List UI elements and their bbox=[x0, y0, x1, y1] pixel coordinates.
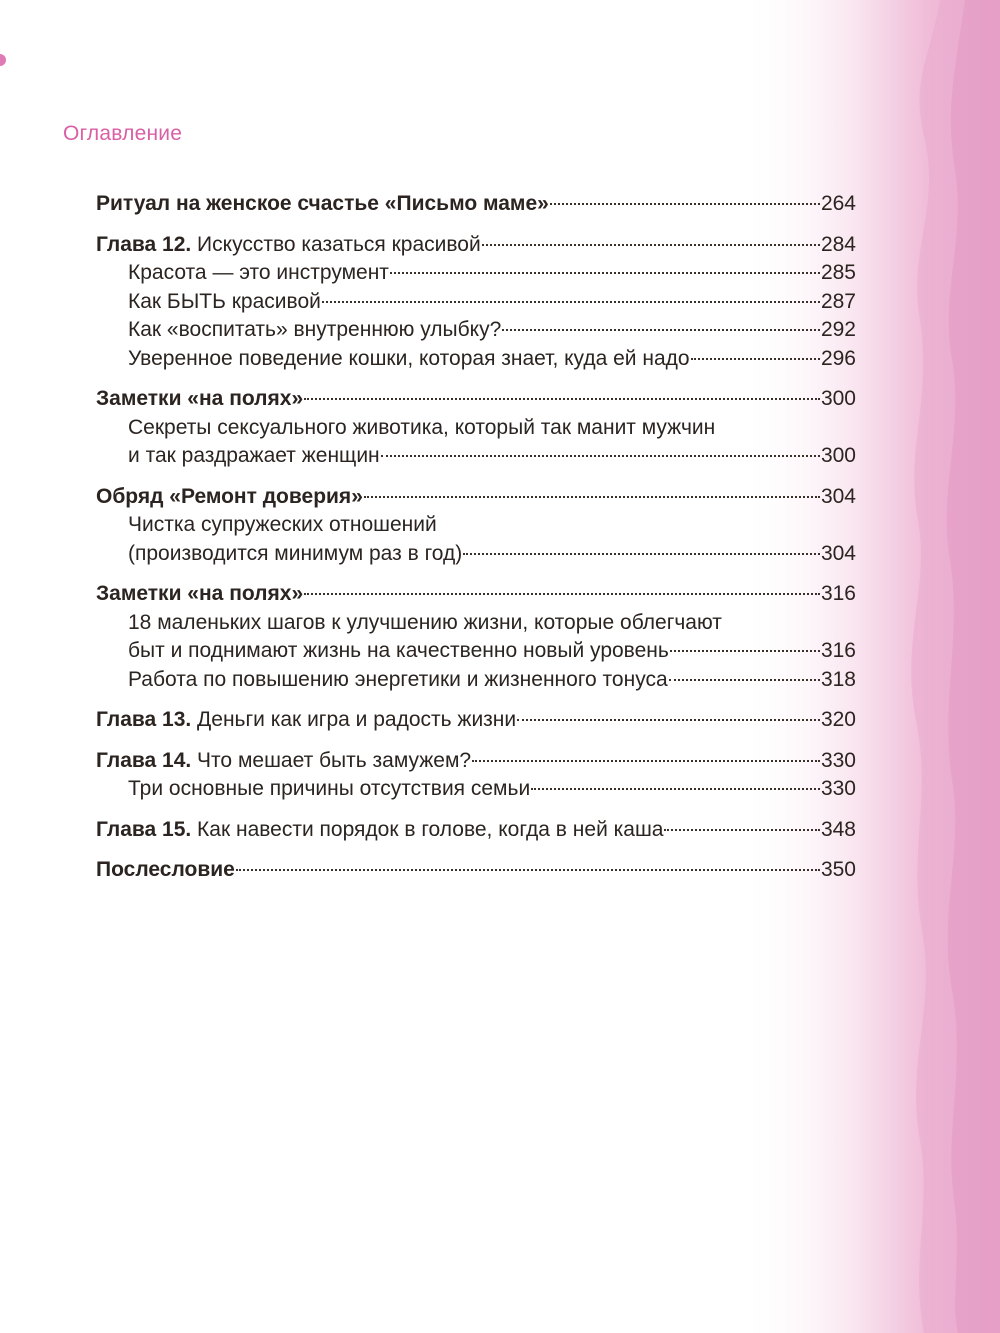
toc-subentry[interactable] bbox=[96, 259, 856, 288]
toc-page-number: 264 bbox=[820, 192, 856, 215]
toc-page-number: 348 bbox=[820, 817, 856, 841]
toc-entry-title-bold: Заметки «на полях» bbox=[96, 387, 304, 410]
dot-leader bbox=[381, 455, 820, 457]
toc-page-number: 330 bbox=[820, 777, 856, 800]
page-title: Оглавление bbox=[63, 122, 183, 145]
toc-page-number: 304 bbox=[820, 541, 856, 565]
toc-page-number: 300 bbox=[820, 444, 856, 467]
toc-page-number: 300 bbox=[820, 387, 856, 410]
dot-leader bbox=[472, 760, 820, 762]
dot-leader bbox=[236, 869, 820, 871]
toc-subentry-title-line1: Секреты сексуального животика, который так манит мужчин bbox=[128, 415, 716, 439]
toc-page-number: 285 bbox=[820, 261, 856, 284]
dot-leader bbox=[670, 650, 820, 652]
dot-leader bbox=[463, 553, 820, 555]
dot-leader bbox=[664, 829, 819, 831]
toc-subentry-title: Как «воспитать» внутреннюю улыбку? bbox=[128, 318, 502, 341]
toc-entry[interactable] bbox=[96, 483, 856, 512]
toc-page-number: 304 bbox=[820, 484, 856, 508]
toc-subentry[interactable] bbox=[96, 316, 856, 345]
toc-entry-title-bold: Глава 13. bbox=[96, 708, 192, 731]
toc-page-number: 292 bbox=[820, 318, 856, 341]
toc-subentry[interactable] bbox=[96, 345, 856, 374]
toc-entry[interactable] bbox=[96, 580, 856, 609]
toc-entry[interactable] bbox=[96, 190, 856, 219]
dot-leader bbox=[482, 244, 820, 246]
toc-entry[interactable] bbox=[96, 231, 856, 260]
toc-entry-title: Как навести порядок в голове, когда в ней каша bbox=[191, 817, 664, 841]
toc-subentry-title-line2: (производится минимум раз в год) bbox=[128, 541, 463, 565]
dot-leader bbox=[550, 203, 820, 205]
decorative-dot bbox=[0, 54, 6, 66]
dot-leader bbox=[322, 301, 820, 303]
toc-subentry-title: Красота — это инструмент bbox=[128, 261, 389, 284]
toc-subentry[interactable] bbox=[96, 775, 856, 804]
toc-entry-title-bold: Заметки «на полях» bbox=[96, 582, 304, 605]
toc-page-number: 350 bbox=[820, 858, 856, 881]
toc-subentry-title: Три основные причины отсутствия семьи bbox=[128, 777, 531, 800]
toc-subentry[interactable] bbox=[96, 609, 856, 666]
dot-leader bbox=[691, 358, 820, 360]
toc-entry-title-bold: Глава 12. bbox=[96, 232, 192, 256]
toc-subentry-title-line2: быт и поднимают жизнь на качественно новый уровень bbox=[128, 639, 669, 662]
dot-leader bbox=[531, 788, 820, 790]
dot-leader bbox=[304, 593, 820, 595]
toc-entry[interactable] bbox=[96, 747, 856, 776]
table-of-contents bbox=[96, 190, 856, 885]
toc-page-number: 287 bbox=[820, 289, 856, 313]
toc-entry[interactable] bbox=[96, 816, 856, 845]
toc-subentry[interactable] bbox=[96, 666, 856, 695]
dot-leader bbox=[390, 272, 820, 274]
toc-page-number: 318 bbox=[820, 667, 856, 691]
toc-subentry-title: Уверенное поведение кошки, которая знает, куда ей надо bbox=[128, 346, 690, 370]
dot-leader bbox=[364, 496, 820, 498]
toc-entry-title-bold: Ритуал на женское счастье «Письмо маме» bbox=[96, 192, 549, 215]
dot-leader bbox=[502, 329, 820, 331]
dot-leader bbox=[517, 719, 820, 721]
toc-entry-title-bold: Обряд «Ремонт доверия» bbox=[96, 484, 363, 508]
toc-entry-title: Деньги как игра и радость жизни bbox=[191, 708, 517, 731]
toc-subentry[interactable] bbox=[96, 288, 856, 317]
toc-entry[interactable] bbox=[96, 385, 856, 414]
toc-subentry-title-line1: 18 маленьких шагов к улучшению жизни, которые облегчают bbox=[128, 610, 722, 634]
toc-page-number: 316 bbox=[820, 639, 856, 662]
toc-entry-title: Искусство казаться красивой bbox=[191, 232, 481, 256]
toc-entry[interactable] bbox=[96, 706, 856, 735]
toc-entry-title-bold: Глава 15. bbox=[96, 817, 192, 841]
toc-page-number: 316 bbox=[820, 582, 856, 605]
toc-page-number: 320 bbox=[820, 708, 856, 731]
toc-subentry-title-line1: Чистка супружеских отношений bbox=[128, 513, 437, 536]
toc-page-number: 284 bbox=[820, 232, 856, 256]
toc-page-number: 296 bbox=[820, 346, 856, 370]
toc-subentry-title: Работа по повышению энергетики и жизненного тонуса bbox=[128, 667, 668, 691]
toc-subentry[interactable] bbox=[96, 511, 856, 568]
toc-entry[interactable] bbox=[96, 856, 856, 885]
toc-entry-title-bold: Послесловие bbox=[96, 858, 235, 881]
toc-page-number: 330 bbox=[820, 748, 856, 772]
toc-entry-title: Что мешает быть замужем? bbox=[191, 748, 472, 772]
toc-subentry-title-line2: и так раздражает женщин bbox=[128, 444, 380, 467]
toc-subentry-title: Как БЫТЬ красивой bbox=[128, 289, 321, 313]
dot-leader bbox=[669, 679, 820, 681]
toc-entry-title-bold: Глава 14. bbox=[96, 748, 192, 772]
toc-subentry[interactable] bbox=[96, 414, 856, 471]
dot-leader bbox=[304, 398, 820, 400]
